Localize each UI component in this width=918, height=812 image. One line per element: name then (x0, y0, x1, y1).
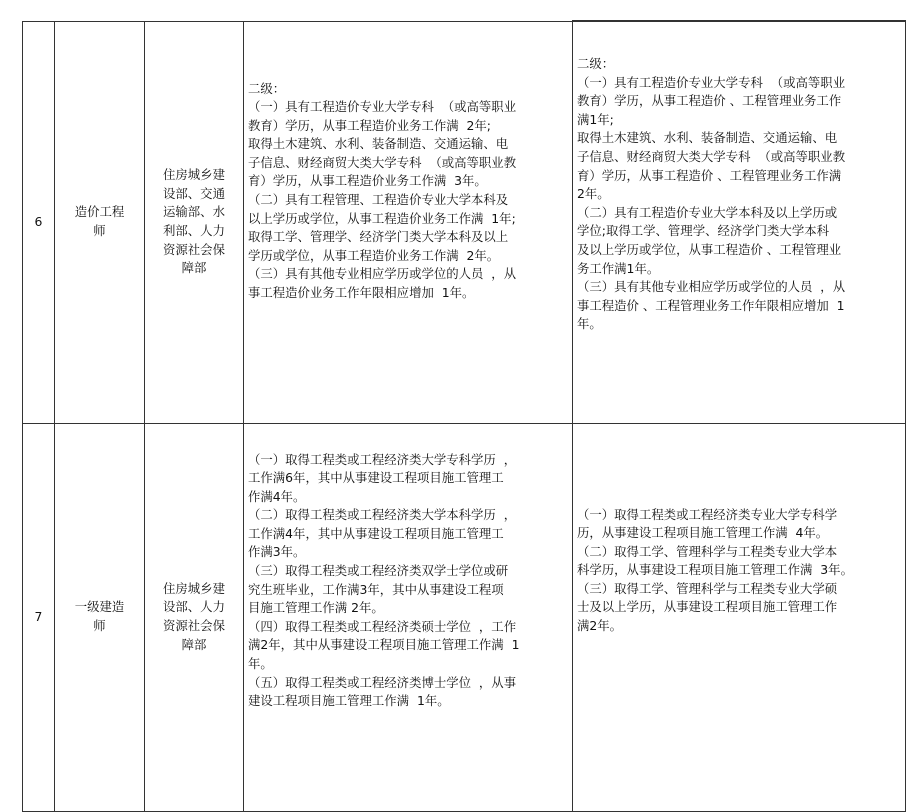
text-line: （二）取得工程类或工程经济类大学本科学历 ， (248, 507, 517, 523)
text-line: 年。 (577, 316, 602, 332)
text-line: （一）具有工程造价专业大学专科 （或高等职业 (248, 99, 517, 115)
text-line: 育）学历，从事工程造价业务工作满 3年。 (248, 173, 487, 189)
row-number: 6 (23, 21, 55, 423)
original-requirements (244, 423, 573, 811)
text-line: 工作满6年，其中从事建设工程项目施工管理工 (248, 470, 504, 486)
table-row (23, 21, 906, 423)
text-line: 教育）学历，从事工程造价业务工作满 2年; (248, 117, 491, 133)
text-line: 师 (93, 618, 106, 633)
text-line: 二级： (248, 80, 286, 96)
text-line: （五）取得工程类或工程经济类博士学位 ，从事 (248, 674, 517, 690)
text-line: 一级建造 (74, 599, 125, 615)
text-line: （一）取得工程类或工程经济类大学专科学历 ， (248, 451, 517, 467)
text-line: 及以上学历或学位，从事工程造价 、工程管理业 (577, 241, 842, 257)
text-line: 以上学历或学位，从事工程造价业务工作满 1年; (248, 210, 516, 226)
text-line: 科学历，从事建设工程项目施工管理工作满 3年。 (577, 562, 853, 578)
text-line: 满2年，其中从事建设工程项目施工管理工作满 1 (248, 637, 520, 653)
text-line: 学历或学位，从事工程造价业务工作满 2年。 (248, 247, 500, 263)
text-line: 年。 (248, 656, 273, 672)
text-line: （三）取得工程类或工程经济类双学士学位或研 (248, 563, 509, 579)
text-line: 满1年; (577, 111, 614, 127)
text-line: （三）具有其他专业相应学历或学位的人员 ，从 (248, 266, 517, 282)
qualification-name (55, 21, 145, 423)
revised-requirements (573, 423, 906, 811)
text-line: （四）取得工程类或工程经济类硕士学位 ，工作 (248, 618, 517, 634)
text-line: （一）具有工程造价专业大学专科 （或高等职业 (577, 74, 846, 90)
text-line: 取得土木建筑、水利、装备制造、交通运输、电 (248, 136, 509, 152)
text-line: 事工程造价业务工作年限相应增加 1年。 (248, 285, 475, 301)
text-line: （一）取得工程类或工程经济类专业大学专科学 (577, 506, 838, 522)
text-line: 作满3年。 (248, 544, 306, 560)
text-line: 住房城乡建 (163, 580, 225, 596)
text-line: 设部、人力 (163, 599, 225, 615)
text-line: 历，从事建设工程项目施工管理工作满 4年。 (577, 525, 829, 541)
department-cell (145, 21, 244, 423)
text-line: 障部 (181, 636, 207, 652)
text-line: 造价工程 (74, 204, 125, 220)
text-line: 设部、交通 (163, 185, 225, 201)
table-row (23, 423, 906, 811)
text-line: 建设工程项目施工管理工作满 1年。 (248, 693, 450, 709)
text-line: 究生班毕业，工作满3年，其中从事建设工程项 (248, 581, 504, 597)
text-line: 资源社会保 (163, 241, 225, 257)
text-line: 事工程造价 、工程管理业务工作年限相应增加 1 (577, 297, 845, 313)
text-line: 2年。 (577, 186, 610, 202)
text-line: 取得工学、管理学、经济学门类大学本科及以上 (248, 229, 509, 245)
text-line: 务工作满1年。 (577, 260, 660, 276)
text-line: （二）具有工程造价专业大学本科及以上学历或 (577, 204, 838, 220)
text-line: 利部、人力 (163, 223, 225, 238)
text-line: （三）取得工学、管理科学与工程类专业大学硕 (577, 580, 838, 596)
text-line: （三）具有其他专业相应学历或学位的人员 ，从 (577, 279, 846, 295)
department-cell (145, 423, 244, 811)
text-line: 士及以上学历，从事建设工程项目施工管理工作 (577, 599, 838, 615)
text-line: 子信息、财经商贸大类大学专科 （或高等职业教 (248, 154, 517, 170)
text-line: 运输部、水 (163, 204, 225, 220)
text-line: 二级： (577, 56, 615, 71)
revised-requirements (573, 21, 906, 423)
text-line: 育）学历，从事工程造价 、工程管理业务工作满 (577, 167, 842, 183)
text-line: 作满4年。 (248, 488, 306, 504)
text-line: 师 (93, 223, 106, 238)
text-line: 目施工管理工作满 2年。 (248, 600, 384, 616)
text-line: 教育）学历，从事工程造价 、工程管理业务工作 (577, 93, 842, 109)
text-line: 学位;取得工学、管理学、经济学门类大学本科 (577, 223, 829, 239)
text-line: 满2年。 (577, 618, 623, 634)
text-line: 工作满4年，其中从事建设工程项目施工管理工 (248, 525, 504, 541)
text-line: 障部 (181, 260, 207, 276)
text-line: 子信息、财经商贸大类大学专科 （或高等职业教 (577, 148, 846, 164)
qualification-table (22, 20, 906, 812)
text-line: （二）取得工学、管理科学与工程类专业大学本 (577, 543, 838, 559)
text-line: 资源社会保 (163, 618, 225, 633)
text-line: （二）具有工程管理、工程造价专业大学本科及 (248, 192, 509, 208)
row-number: 7 (23, 423, 55, 811)
text-line: 住房城乡建 (163, 167, 225, 183)
qualification-name (55, 423, 145, 811)
original-requirements (244, 21, 573, 423)
text-line: 取得土木建筑、水利、装备制造、交通运输、电 (577, 130, 838, 146)
